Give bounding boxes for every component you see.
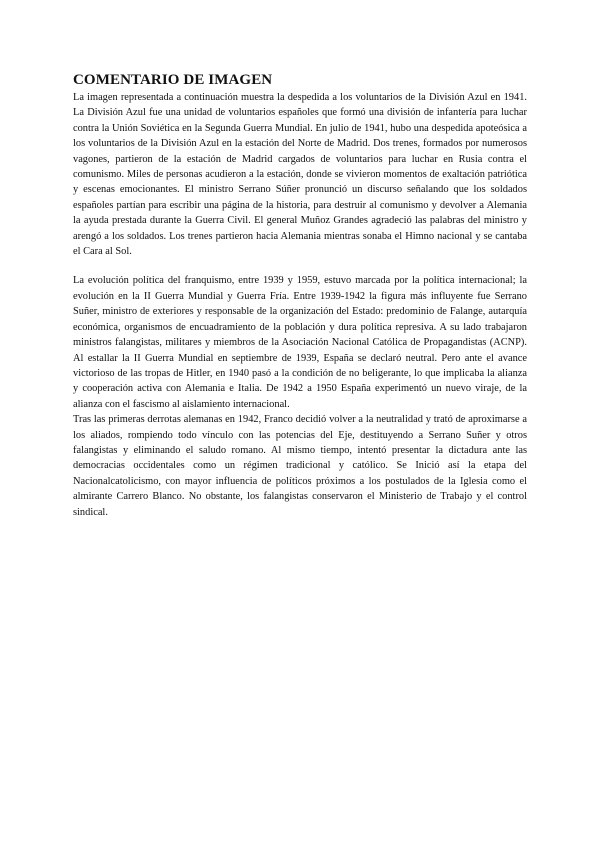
paragraph-division-azul: La imagen representada a continuación muestra la despedida a los voluntarios de la División Azul en 1941. La División Azul fue una unidad de voluntarios españoles que formó una división de infantería para luchar contra la Unión Soviética en la Segunda Guerra Mundial. En julio de 1941, hubo una despedida apoteósica a los voluntarios de la División Azul en la estación del Norte de Madrid. Dos trenes, formados por numerosos vagones, partieron de la estación de Madrid cargados de voluntarios para luchar en Rusia contra el comunismo. Miles de personas acudieron a la estación, donde se vivieron momentos de exaltación patriótica y escenas emocionantes. El ministro Serrano Súñer pronunció un discurso señalando que los soldados españoles partían para escribir una página de la historia, para destruir al comunismo y devolver a Alemania la ayuda prestada durante la Guerra Civil. El general Muñoz Grandes agradeció las palabras del ministro y arengó a los soldados. Los trenes partieron hacia Alemania mientras sonaba el Himno nacional y se cantaba el Cara al Sol. [73,92,527,258]
paragraph-evolucion-politica: La evolución política del franquismo, entre 1939 y 1959, estuvo marcada por la política internacional; la evolución en la II Guerra Mundial y Guerra Fría. Entre 1939-1942 la figura más influyente fue Serrano Suñer, ministro de exteriores y responsable de la organización del Estado: predominio de Falange, autarquía económica, organismos de encuadramiento de la población y dura política represiva. A su lado trabajaron ministros falangistas, militares y miembros de la Asociación Nacional Católica de Propagandistas (ACNP). Al estallar la II Guerra Mundial en septiembre de 1939, España se declaró neutral. Pero ante el avance victorioso de las tropas de Hitler, en 1940 pasó a la condición de no beligerante, lo que implicaba la alianza y cooperación activa con Alemania e Italia. De 1942 a 1950 España experimentó un nuevo viraje, de la alianza con el fascismo al aislamiento internacional. [73,275,527,410]
paragraph-neutralidad: Tras las primeras derrotas alemanas en 1942, Franco decidió volver a la neutralidad y trató de aproximarse a los aliados, rompiendo todo vínculo con las potencias del Eje, destituyendo a Serrano Suñer y otros falangistas y eliminando el saludo romano. Al mismo tiempo, intentó presentar la dictadura ante las democracias occidentales como un régimen tradicional y católico. Se Inició así la etapa del Nacionalcatolicismo, con mayor influencia de políticos próximos a los postulados de la Iglesia como el almirante Carrero Blanco. No obstante, los falangistas conservaron el Ministerio de Trabajo y el control sindical. [73,414,527,518]
document-page [73,71,527,520]
paragraph-spacer [73,259,527,273]
document-title: COMENTARIO DE IMAGEN [73,72,273,88]
